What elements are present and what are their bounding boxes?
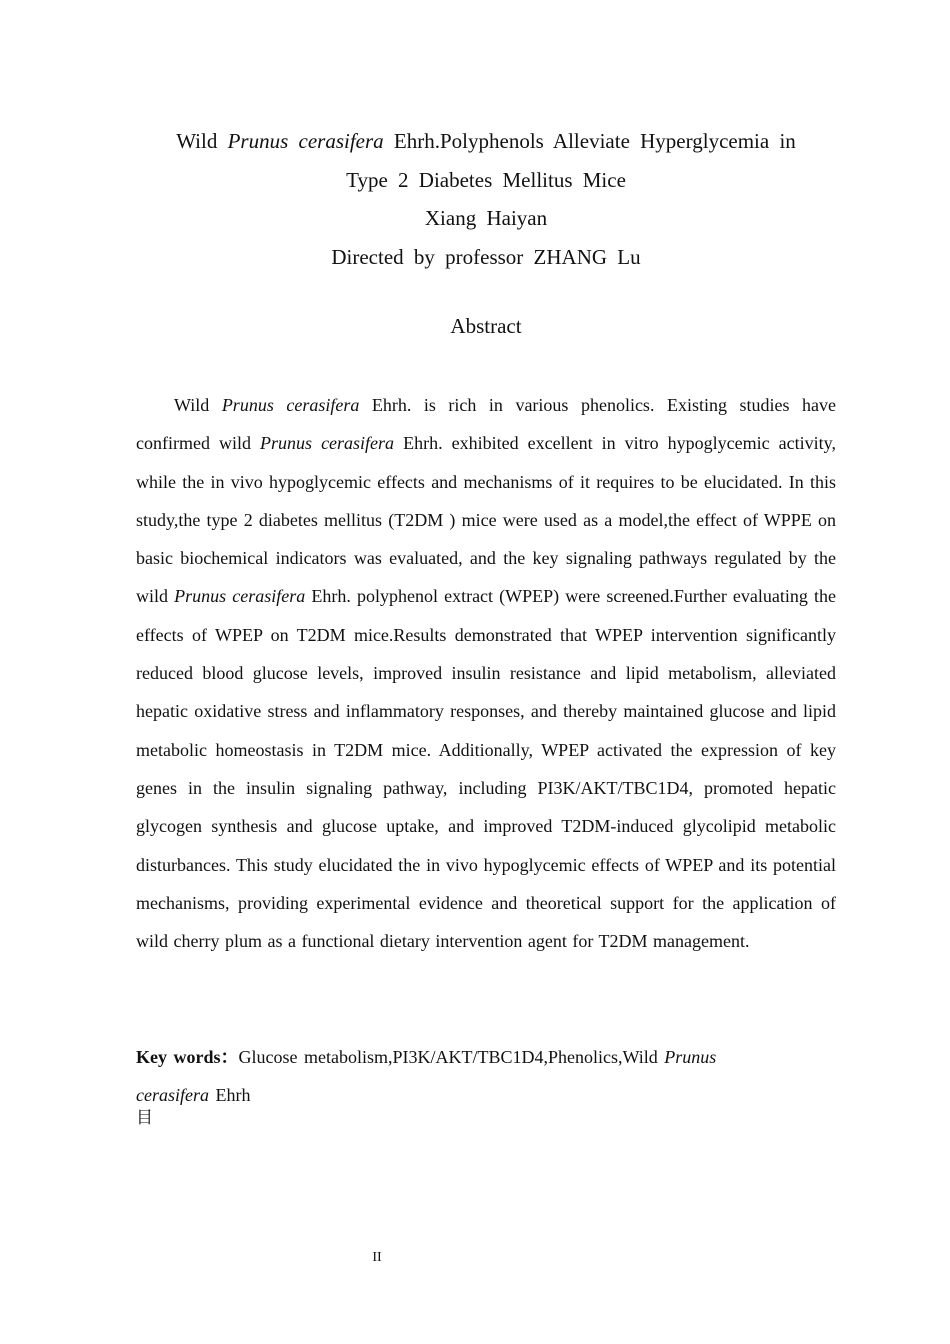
title-text: Ehrh.Polyphenols Alleviate Hyperglycemia in (393, 129, 796, 153)
abstract-heading: Abstract (450, 314, 522, 338)
abstract-text: Ehrh. is rich in various phenolics. Existing studies have confirmed wild (136, 395, 837, 454)
keywords-label: Key words： (136, 1047, 239, 1067)
species-italic: Prunus cerasifera (260, 433, 395, 454)
author-name: Xiang Haiyan (424, 206, 548, 230)
abstract-text: Ehrh. exhibited excellent in vitro hypoglycemic activity, while the in vivo hypoglycemic effects and mechanisms of it requires to be elucidated. In this study,the type 2 diabetes mellitus (T2DM ) mice were used as a model,the effect of WPPE on basic biochemical indicators was evaluated, and the key signaling pathways regulated by the wild (136, 433, 836, 607)
keywords-species-italic: Prunus cerasifera (136, 1047, 717, 1106)
title-block (136, 122, 836, 276)
abstract-text: Ehrh. polyphenol extract (WPEP) were screened.Further evaluating the effects of WPEP on T2DM mice.Results demonstrated that WPEP intervention significantly reduced blood glucose levels, improved insulin resistance and lipid metabolism, alleviated hepatic oxidative stress and inflammatory responses, and thereby maintained glucose and lipid metabolic homeostasis in T2DM mice. Additionally, WPEP activated the expression of key genes in the insulin signaling pathway, including PI3K/AKT/TBC1D4, promoted hepatic glycogen synthesis and glucose uptake, and improved T2DM-induced glycolipid metabolic disturbances. This study elucidated the in vivo hypoglycemic effects of WPEP and its potential mechanisms, providing experimental evidence and theoretical support for the application of wild cherry plum as a functional dietary intervention agent for T2DM management. (136, 586, 837, 952)
page-number: II (372, 1250, 382, 1265)
supervisor-line: Directed by professor ZHANG Lu (331, 244, 641, 269)
species-italic: Prunus cerasifera (174, 586, 306, 607)
stray-character: 目 (136, 1108, 153, 1128)
keywords-text: Glucose metabolism,PI3K/AKT/TBC1D4,Phenolics,Wild (238, 1047, 658, 1067)
thesis-title-line-1 (136, 122, 836, 161)
thesis-title-line-2: Type 2 Diabetes Mellitus Mice (346, 167, 626, 192)
species-italic: Prunus cerasifera (221, 395, 360, 415)
title-species-italic: Prunus cerasifera (227, 129, 384, 153)
title-text: Wild (176, 129, 218, 153)
abstract-paragraph (136, 386, 836, 960)
abstract-text: Wild (174, 395, 210, 415)
keywords-tail: Ehrh (215, 1085, 251, 1106)
keywords-line (136, 1038, 776, 1115)
